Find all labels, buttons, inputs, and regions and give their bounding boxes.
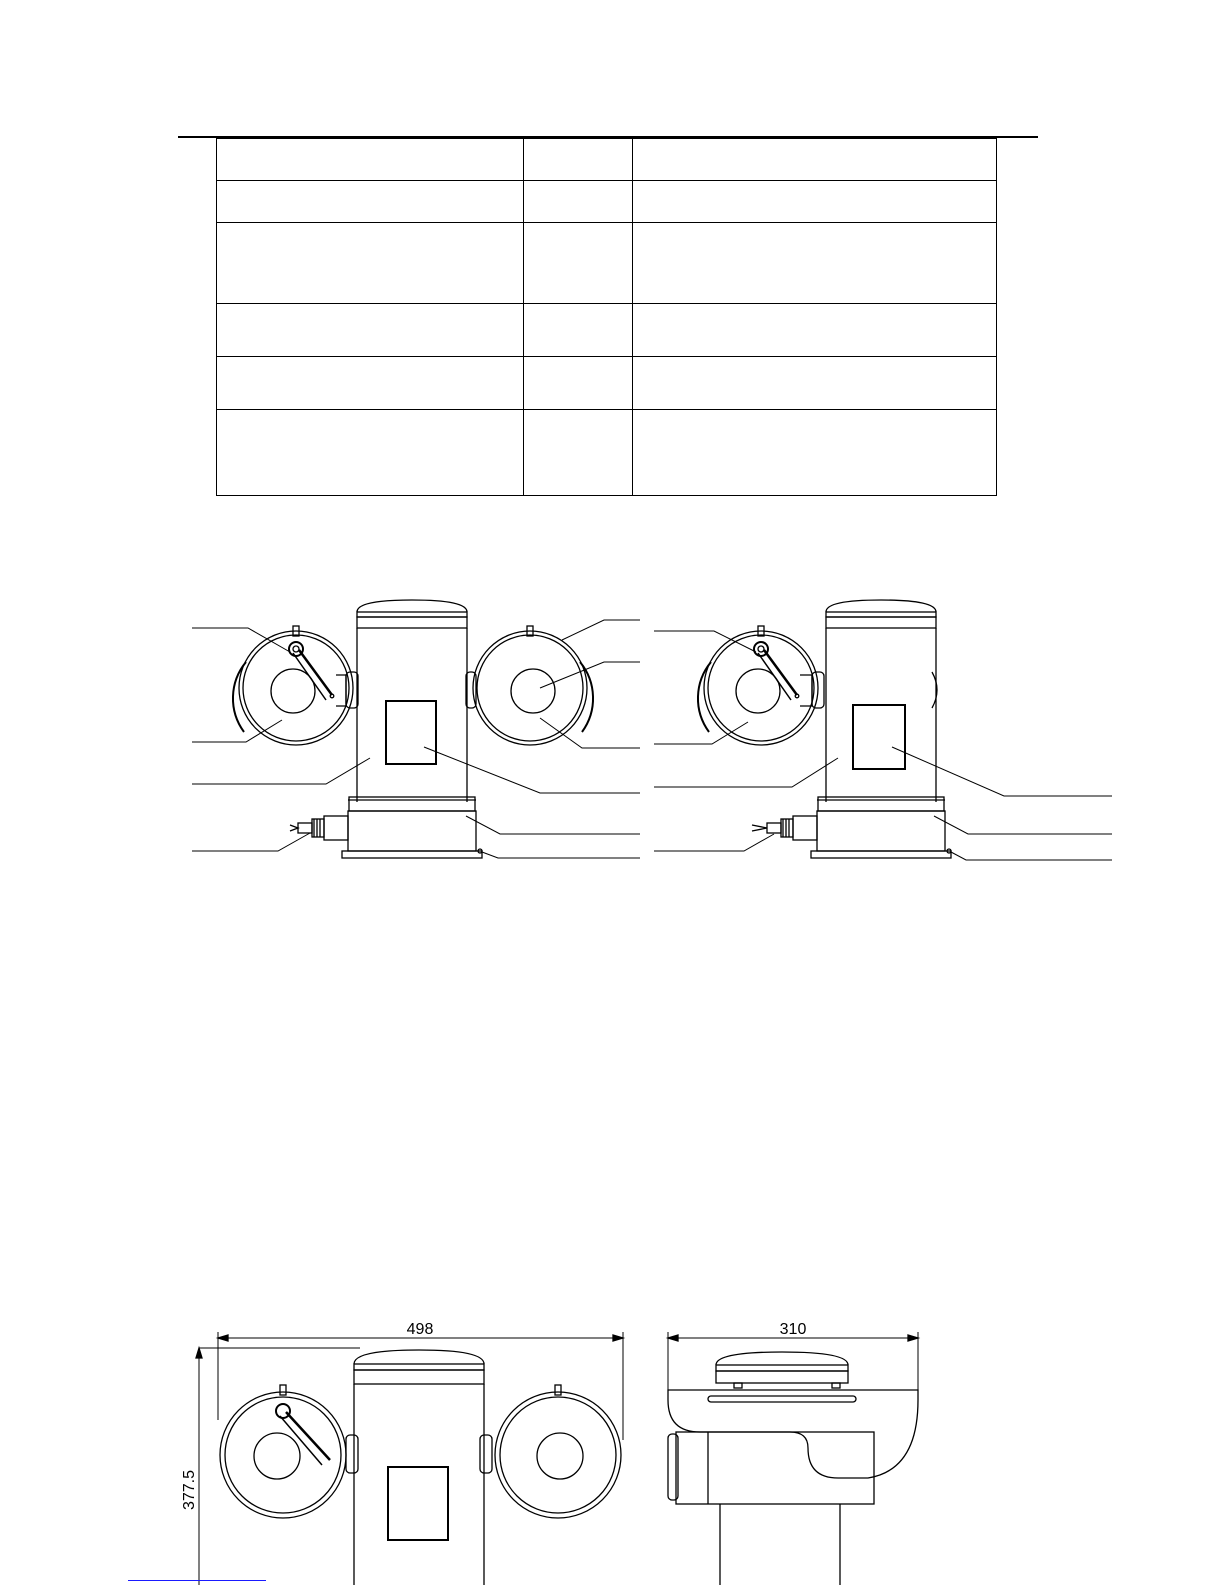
dimension-front-view [196, 1332, 623, 1585]
dimension-label-height: 377.5 [181, 1469, 198, 1511]
footer-link-underline[interactable] [128, 1580, 266, 1581]
dimension-label-width-side: 310 [779, 1321, 807, 1338]
assembly-front-right [654, 600, 1112, 860]
assembly-front-left [192, 600, 640, 858]
dimension-label-width-front: 498 [406, 1321, 434, 1338]
dimension-side-view [668, 1332, 918, 1585]
